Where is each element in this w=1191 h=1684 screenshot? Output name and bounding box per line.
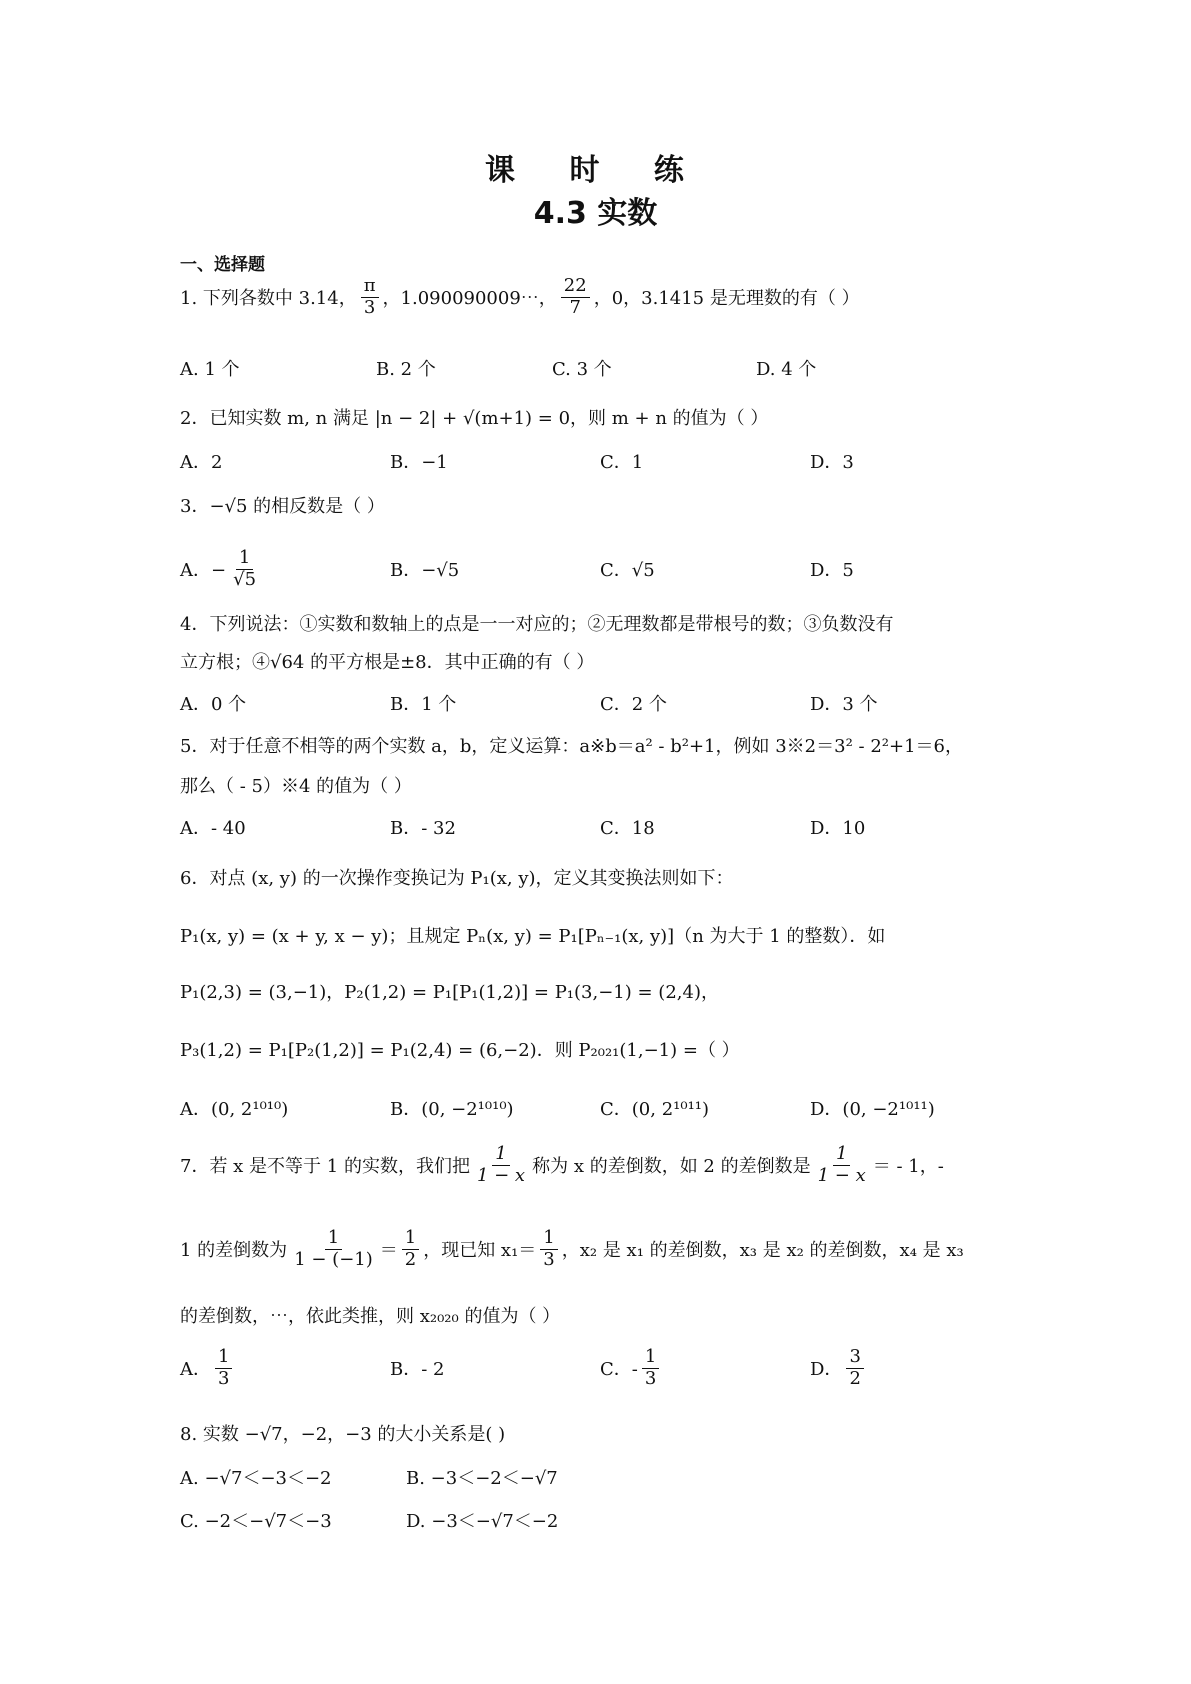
q1-frac1-num: π xyxy=(361,276,379,298)
q7-l2-frac2-num: 1 xyxy=(402,1228,419,1250)
q3-option-a xyxy=(180,546,263,592)
q7-l2-frac1-den: 1 − (−1) xyxy=(294,1248,373,1270)
q7-optD-fraction xyxy=(846,1347,863,1389)
question-7-line-1 xyxy=(180,1140,944,1190)
q7-optA-den: 3 xyxy=(218,1367,230,1389)
page-subtitle: 4.3 实数 xyxy=(533,196,658,231)
question-3: 3．−√5 的相反数是（ ） xyxy=(180,496,385,517)
q1-fraction-pi-3 xyxy=(361,276,379,318)
q7-optC-num: 1 xyxy=(642,1347,659,1369)
q2-option-d: D．3 xyxy=(810,452,854,473)
q2-option-a: A．2 xyxy=(180,452,223,473)
q7-l1-fraction-2 xyxy=(815,1144,869,1186)
q3-optA-fraction xyxy=(230,548,259,590)
q7-l2-frac3-num: 1 xyxy=(540,1228,557,1250)
q8-option-a: A. −√7＜−3＜−2 xyxy=(180,1468,332,1489)
question-6-line-4: P₃(1,2) = P₁[P₂(1,2)] = P₁(2,4) = (6,−2)．则 P₂₀₂₁(1,−1) =（ ） xyxy=(180,1040,740,1061)
q1-option-c: C. 3 个 xyxy=(552,359,612,380)
q1-option-d: D. 4 个 xyxy=(756,359,817,380)
question-2: 2．已知实数 m, n 满足 |n − 2| + √(m+1) = 0，则 m + n 的值为（ ） xyxy=(180,408,769,429)
q7-l2-frac3-den: 3 xyxy=(543,1248,555,1270)
q5-option-a: A．- 40 xyxy=(180,818,246,839)
q8-option-c: C. −2＜−√7＜−3 xyxy=(180,1511,332,1532)
q7-l2-text-a: 1 的差倒数为 xyxy=(180,1240,288,1261)
q7-option-a xyxy=(180,1342,236,1394)
q1-option-a: A. 1 个 xyxy=(180,359,240,380)
question-4-line-2: 立方根；④√64 的平方根是±8．其中正确的有（ ） xyxy=(180,652,595,673)
q5-option-b: B．- 32 xyxy=(390,818,456,839)
question-4-line-1: 4．下列说法：①实数和数轴上的点是一一对应的；②无理数都是带根号的数；③负数没有 xyxy=(180,614,894,635)
q7-l2-text-c: ，现已知 x₁＝ xyxy=(423,1240,537,1261)
q7-option-b: B．- 2 xyxy=(390,1359,445,1380)
q8-option-d: D. −3＜−√7＜−2 xyxy=(406,1511,559,1532)
q7-l1-frac2-num: 1 xyxy=(833,1144,850,1166)
q7-optD-num: 3 xyxy=(846,1347,863,1369)
q1-text-a: 1. 下列各数中 3.14， xyxy=(180,288,357,310)
q7-l2-fraction-3 xyxy=(540,1228,557,1270)
q3-optA-prefix: A．− xyxy=(180,560,227,581)
q3-option-b: B．−√5 xyxy=(390,560,460,581)
q3-option-d: D．5 xyxy=(810,560,854,581)
q7-l2-frac2-den: 2 xyxy=(404,1248,417,1270)
q7-optA-num: 1 xyxy=(215,1347,232,1369)
q7-l2-frac1-num: 1 xyxy=(325,1228,342,1250)
q7-optA-fraction xyxy=(215,1347,232,1389)
q4-options xyxy=(180,688,1010,718)
q5-option-c: C．18 xyxy=(600,818,655,839)
question-6-line-1: 6．对点 (x, y) 的一次操作变换记为 P₁(x, y)，定义其变换法则如下： xyxy=(180,868,734,889)
q2-option-c: C．1 xyxy=(600,452,644,473)
q6-option-a: A．(0, 2¹⁰¹⁰) xyxy=(180,1099,289,1120)
q3-optA-num: 1 xyxy=(236,548,253,570)
q6-option-b: B．(0, −2¹⁰¹⁰) xyxy=(390,1099,514,1120)
q7-l2-text-d: ，x₂ 是 x₁ 的差倒数，x₃ 是 x₂ 的差倒数，x₄ 是 x₃ xyxy=(561,1240,964,1261)
section-heading: 一、选择题 xyxy=(180,255,265,275)
q7-option-c xyxy=(600,1342,663,1394)
q7-l1-frac2-den: 1 − x xyxy=(817,1164,866,1186)
q6-options xyxy=(180,1090,1010,1126)
q1-frac2-den: 7 xyxy=(569,296,581,318)
q7-optC-label: C．- xyxy=(600,1359,638,1380)
question-6-line-3: P₁(2,3) = (3,−1)，P₂(1,2) = P₁[P₁(1,2)] = P₁(3,−1) = (2,4)， xyxy=(180,982,719,1003)
q2-options xyxy=(180,446,1010,476)
q7-optA-label: A． xyxy=(180,1359,211,1380)
q7-l1-fraction-1 xyxy=(474,1144,528,1186)
q6-option-d: D．(0, −2¹⁰¹¹) xyxy=(810,1099,935,1120)
q4-option-a: A．0 个 xyxy=(180,694,247,715)
q3-options xyxy=(180,546,1010,592)
question-7-line-2 xyxy=(180,1224,964,1274)
q8-options-cd xyxy=(180,1505,1010,1535)
q1-frac1-den: 3 xyxy=(363,296,376,318)
page-title: 课 时 练 xyxy=(485,153,706,188)
question-7-line-3: 的差倒数，⋯，依此类推，则 x₂₀₂₀ 的值为（ ） xyxy=(180,1306,561,1327)
q1-fraction-22-7 xyxy=(561,276,590,318)
q7-optC-den: 3 xyxy=(644,1367,657,1389)
question-5-line-2: 那么（ - 5）※4 的值为（ ） xyxy=(180,776,412,797)
q7-l1-frac1-num: 1 xyxy=(492,1144,509,1166)
q7-optD-label: D． xyxy=(810,1359,843,1380)
q7-l1-frac1-den: 1 − x xyxy=(476,1164,526,1186)
question-8: 8. 实数 −√7，−2，−3 的大小关系是( ) xyxy=(180,1424,506,1445)
q7-l1-text-a: 7．若 x 是不等于 1 的实数，我们把 xyxy=(180,1156,470,1177)
question-5-line-1: 5．对于任意不相等的两个实数 a，b，定义运算：a※b＝a² - b²+1，例如 3※2＝3² - 2²+1＝6， xyxy=(180,736,963,757)
q5-options xyxy=(180,812,1010,842)
q3-option-c: C．√5 xyxy=(600,560,655,581)
q7-l1-text-c: ＝ - 1，- xyxy=(872,1156,944,1177)
q7-option-d xyxy=(810,1342,868,1394)
q4-option-d: D．3 个 xyxy=(810,694,878,715)
q6-option-c: C．(0, 2¹⁰¹¹) xyxy=(600,1099,710,1120)
q7-l2-text-b: ＝ xyxy=(379,1240,398,1261)
q1-options xyxy=(180,353,1010,383)
q3-optA-den: √5 xyxy=(233,568,257,590)
q7-l2-fraction-2 xyxy=(402,1228,419,1270)
q2-option-b: B．−1 xyxy=(390,452,448,473)
q7-options xyxy=(180,1342,1010,1394)
q1-frac2-num: 22 xyxy=(561,276,590,298)
q1-text-c: ，0，3.1415 是无理数的有（ ） xyxy=(593,288,860,310)
q8-options-ab xyxy=(180,1462,1010,1492)
q7-optC-fraction xyxy=(642,1347,659,1389)
q7-l2-fraction-1 xyxy=(291,1228,376,1270)
q5-option-d: D．10 xyxy=(810,818,866,839)
q4-option-b: B．1 个 xyxy=(390,694,457,715)
question-6-line-2: P₁(x, y) = (x + y, x − y)；且规定 Pₙ(x, y) = P₁[Pₙ₋₁(x, y)]（n 为大于 1 的整数）．如 xyxy=(180,926,886,947)
q1-text-b: ，1.090090009⋯， xyxy=(382,288,557,310)
q8-option-b: B. −3＜−2＜−√7 xyxy=(406,1468,558,1489)
q7-l1-text-b: 称为 x 的差倒数，如 2 的差倒数是 xyxy=(532,1156,811,1177)
q4-option-c: C．2 个 xyxy=(600,694,667,715)
q1-option-b: B. 2 个 xyxy=(376,359,436,380)
q7-optD-den: 2 xyxy=(849,1367,861,1389)
question-1 xyxy=(180,276,860,318)
